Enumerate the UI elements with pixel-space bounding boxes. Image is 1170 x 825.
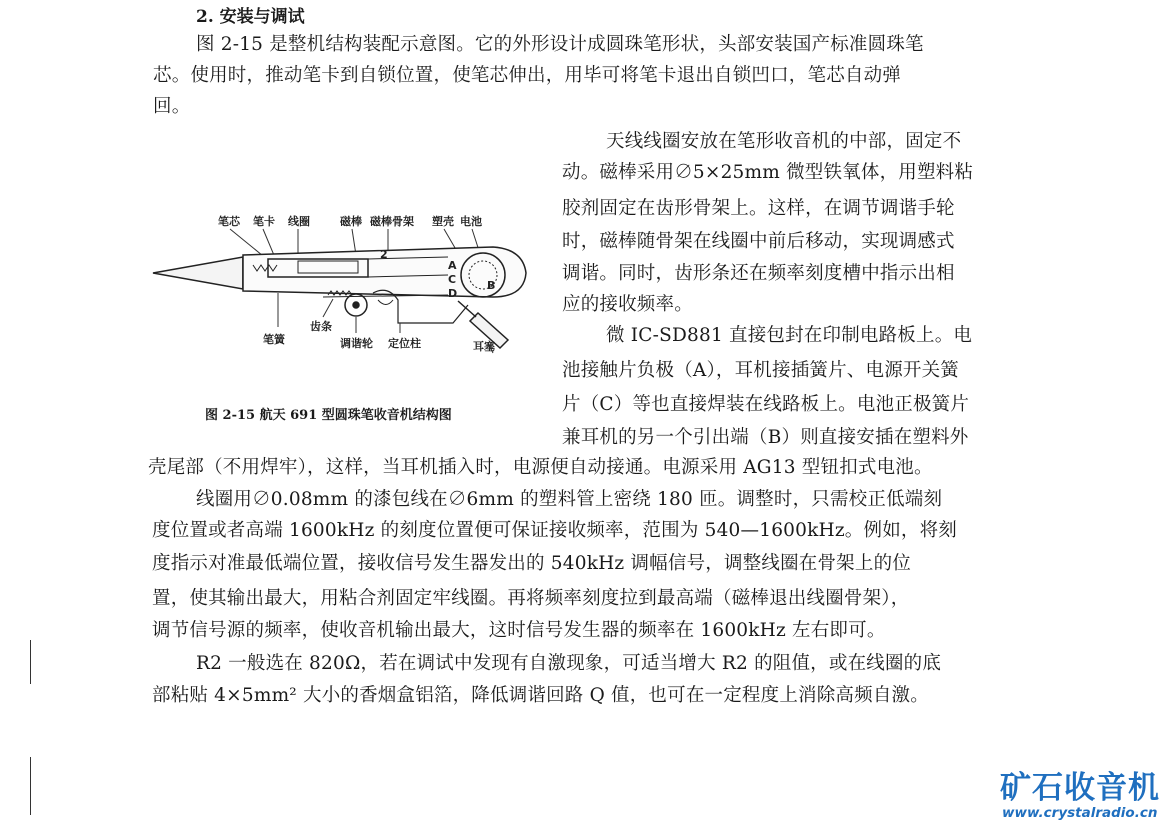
label-ferrite-rod: 磁棒: [340, 215, 362, 228]
text-line: 回。: [153, 96, 191, 117]
label-tuning-wheel: 调谐轮: [340, 337, 373, 350]
margin-mark: [30, 640, 31, 684]
label-rack: 齿条: [310, 320, 332, 333]
section-heading: 2. 安装与调试: [196, 7, 305, 27]
text-line: 壳尾部（不用焊牢），这样，当耳机插入时，电源便自动接通。电源采用 AG13 型钮扣式电池。: [148, 457, 933, 478]
text-line: 微 IC-SD881 直接包封在印制电路板上。电: [606, 325, 973, 346]
text-line: 时，磁棒随骨架在线圈中前后移动，实现调感式: [562, 231, 955, 252]
figure-caption: 图 2-15 航天 691 型圆珠笔收音机结构图: [205, 408, 452, 423]
label-refill: 笔芯: [218, 215, 240, 228]
pen-radio-structure-figure: [148, 205, 543, 370]
label-battery: 电池: [460, 215, 482, 228]
mark-a: A: [448, 259, 457, 272]
label-rod-frame: 磁棒骨架: [370, 215, 414, 228]
text-line: 兼耳机的另一个引出端（B）则直接安插在塑料外: [562, 427, 969, 448]
text-line: 动。磁棒采用∅5×25mm 微型铁氧体，用塑料粘: [562, 162, 974, 183]
watermark-url: www.crystalradio.cn: [1002, 805, 1158, 821]
text-line: 线圈用∅0.08mm 的漆包线在∅6mm 的塑料管上密绕 180 匝。调整时，只需校正低端刻: [196, 489, 943, 510]
text-line: 置，使其输出最大，用粘合剂固定牢线圈。再将频率刻度拉到最高端（磁棒退出线圈骨架），: [152, 588, 910, 609]
text-line: 天线线圈安放在笔形收音机的中部，固定不: [606, 131, 962, 152]
text-line: 调节信号源的频率，使收音机输出最大，这时信号发生器的频率在 1600kHz 左右即可。: [152, 620, 886, 641]
margin-mark: [30, 757, 31, 815]
text-line: 图 2-15 是整机结构装配示意图。它的外形设计成圆珠笔形状，头部安装国产标准圆珠笔: [196, 34, 924, 55]
text-line: 度指示对准最低端位置，接收信号发生器发出的 540kHz 调幅信号，调整线圈在骨架上的位: [152, 553, 911, 574]
watermark-logo-text: 矿石收音机: [1000, 770, 1160, 806]
text-line: 部粘贴 4×5mm² 大小的香烟盒铝箔，降低调谐回路 Q 值，也可在一定程度上消除高频自激。: [152, 685, 929, 706]
mark-d: D: [448, 287, 458, 300]
text-line: 片（C）等也直接焊装在线路板上。电池正极簧片: [562, 394, 970, 415]
label-pen-spring: 笔簧: [263, 333, 285, 346]
label-coil: 线圈: [288, 215, 310, 228]
label-clip: 笔卡: [253, 215, 275, 228]
label-shell: 塑壳: [432, 215, 454, 228]
mark-c: C: [448, 273, 457, 286]
text-line: R2 一般选在 820Ω，若在调试中发现有自激现象，可适当增大 R2 的阻值，或在线圈的底: [196, 653, 942, 674]
text-line: 应的接收频率。: [562, 294, 693, 315]
text-line: 度位置或者高端 1600kHz 的刻度位置便可保证接收频率，范围为 540—1600kHz。例如，将刻: [152, 520, 957, 541]
mark-2: 2: [380, 248, 388, 261]
text-line: 胶剂固定在齿形骨架上。这样，在调节调谐手轮: [562, 198, 955, 219]
text-line: 池接触片负极（A），耳机接插簧片、电源开关簧: [562, 360, 960, 381]
mark-b: B: [487, 279, 496, 292]
text-line: 芯。使用时，推动笔卡到自锁位置，使笔芯伸出，用毕可将笔卡退出自锁凹口，笔芯自动弹: [153, 65, 902, 86]
text-line: 调谐。同时，齿形条还在频率刻度槽中指示出相: [562, 263, 955, 284]
label-earphone: 耳塞: [473, 340, 495, 353]
label-locating-post: 定位柱: [388, 337, 421, 350]
